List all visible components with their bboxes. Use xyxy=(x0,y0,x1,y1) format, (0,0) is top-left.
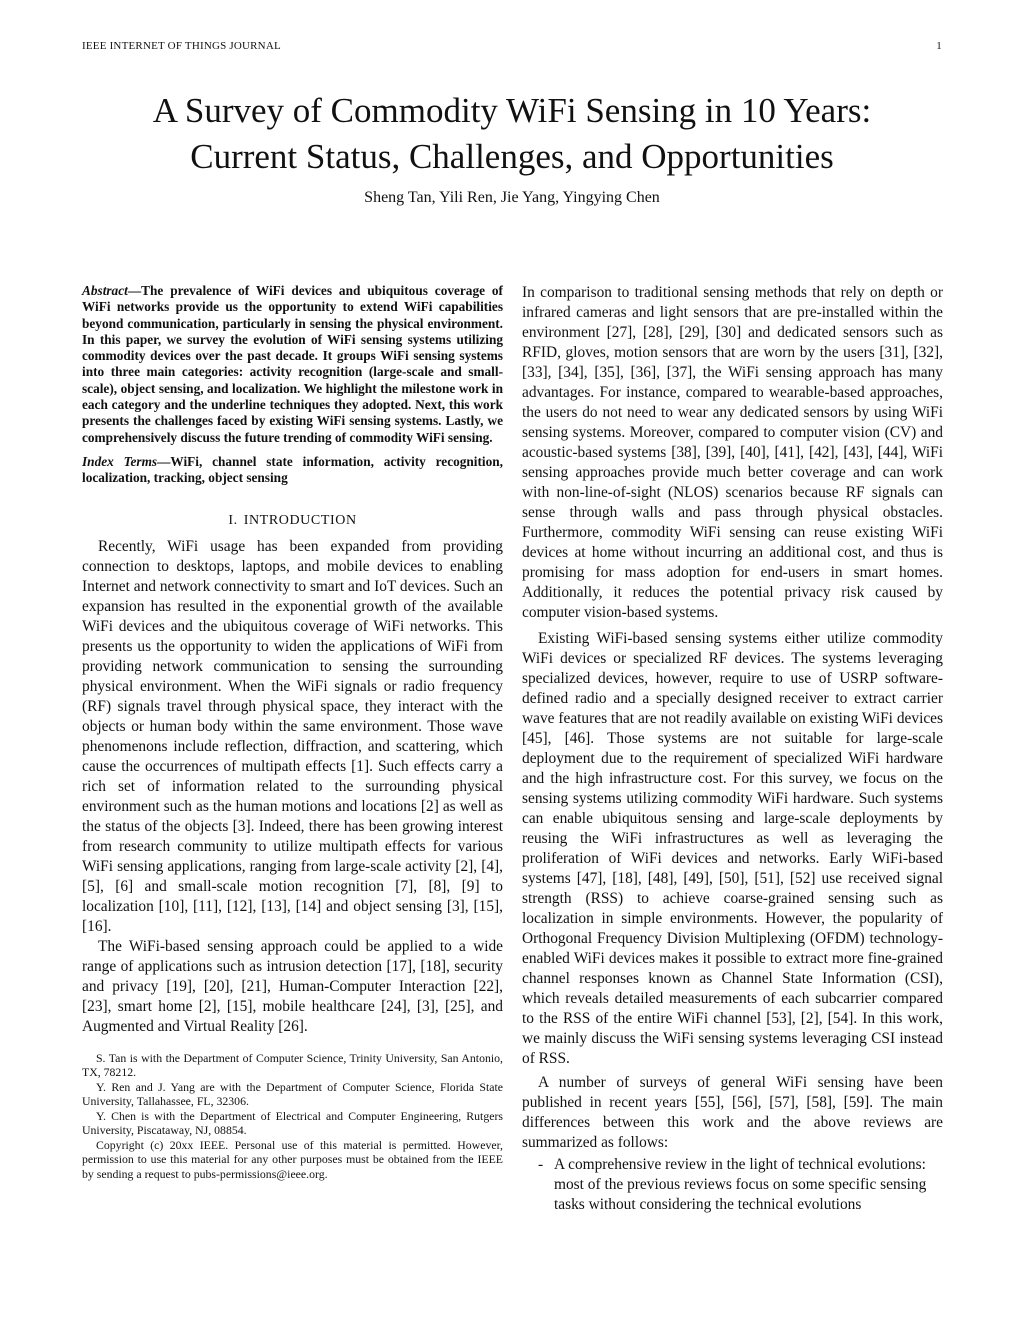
abstract-text: —The prevalence of WiFi devices and ubiquitous coverage of WiFi networks provide us the opportunity to extend WiFi capabilities beyond communication, particularly in sensing the physical environment. In this paper, we survey the evolution of WiFi sensing systems utilizing commodity devices over the past decade. It groups WiFi sensing systems into three main categories: activity recognition (large-scale and small-scale), object sensing, and localization. We highlight the milestone work in each category and the underline techniques they adopted. Next, this work presents the challenges faced by existing WiFi sensing systems. Lastly, we comprehensively discuss the future trending of commodity WiFi sensing. xyxy=(82,283,503,445)
title-line-1: A Survey of Commodity WiFi Sensing in 10 Years: xyxy=(152,91,872,130)
affiliation-footnotes xyxy=(82,1051,503,1182)
abstract xyxy=(82,283,503,446)
intro-paragraph-3: In comparison to traditional sensing methods that rely on depth or infrared cameras and light sensors that are pre-installed within the environment [27], [28], [29], [30] and dedicated sensors such as RFID, gloves, motion sensors that are worn by the users [31], [32], [33], [34], [35], [36], [37], the WiFi sensing approach has many advantages. For instance, compared to wearable-based approaches, the users do not need to wear any dedicated sensors by using WiFi sensing systems. Moreover, compared to computer vision (CV) and acoustic-based systems [38], [39], [40], [41], [42], [43], [44], WiFi sensing approaches provide much better coverage and can work with non-line-of-sight (NLOS) scenarios because RF signals can sense through walls and pass through physical obstacles. Furthermore, commodity WiFi sensing can reuse existing WiFi devices at home without incurring an additional cost, and thus is promising for mass adoption for end-users in smart homes. Additionally, it reduces the potential privacy risk caused by computer vision-based systems. xyxy=(522,284,943,621)
section-heading-introduction xyxy=(82,511,503,531)
contribution-bullet-1 xyxy=(522,1155,943,1215)
abstract-label: Abstract xyxy=(82,283,128,298)
title-line-2: Current Status, Challenges, and Opportunities xyxy=(190,137,834,176)
index-terms-label: Index Terms xyxy=(82,453,158,469)
right-column xyxy=(522,283,943,1215)
bullet-text: A comprehensive review in the light of technical evolutions: most of the previous reviews focus on some specific sensing tasks without considering the technical evolutions xyxy=(554,1156,927,1213)
footnote-3: Y. Chen is with the Department of Electrical and Computer Engineering, Rutgers University, Piscataway, NJ, 08854. xyxy=(82,1108,503,1138)
left-column xyxy=(82,283,503,1181)
paper-title xyxy=(40,88,984,180)
intro-paragraph-1: Recently, WiFi usage has been expanded from providing connection to desktops, laptops, and mobile devices to enabling Internet and network connectivity to smart and IoT devices. Such an expansion has resulted in the exponential growth of the available WiFi devices and the ubiquitous coverage of WiFi networks. This presents us the opportunity to widen the applications of WiFi from providing network communication to sensing the surrounding physical environment. When the WiFi signals or radio frequency (RF) signals travel through physical space, they interact with the objects or human body within the same environment. Those wave phenomenons include reflection, diffraction, and scattering, which cause the occurrences of multipath effects [1]. Such effects carry a rich set of information related to the surrounding physical environment such as the human motions and locations [2] as well as the status of the objects [3]. Indeed, there has been growing interest from research community to utilize multipath effects for various WiFi sensing applications, ranging from large-scale activity [2], [4], [5], [6] and small-scale motion recognition [7], [8], [9] to localization [10], [11], [12], [13], [14] and object sensing [3], [15], [16]. xyxy=(82,537,503,935)
intro-paragraph-2: The WiFi-based sensing approach could be applied to a wide range of applications such as intrusion detection [17], [18], security and privacy [19], [20], [21], Human-Computer Interaction [22], [23], smart home [2], [15], mobile healthcare [24], [3], [25], and Augmented and Virtual Reality [26]. xyxy=(82,937,503,1035)
page-number: 1 xyxy=(936,40,942,52)
index-terms-text: —WiFi, channel state information, activity recognition, localization, tracking, object sensing xyxy=(82,453,503,486)
footnote-1: S. Tan is with the Department of Computer Science, Trinity University, San Antonio, TX, 78212. xyxy=(82,1050,503,1080)
author-list: Sheng Tan, Yili Ren, Jie Yang, Yingying Chen xyxy=(364,189,660,206)
footnote-copyright: Copyright (c) 20xx IEEE. Personal use of this material is permitted. However, permission to use this material for any other purposes must be obtained from the IEEE by sending a request to pubs-permissions@ieee.org. xyxy=(82,1137,503,1181)
section-title: INTRODUCTION xyxy=(243,512,357,528)
section-number: I. xyxy=(228,512,238,528)
bullet-mark: - xyxy=(538,1156,544,1173)
intro-paragraph-4: Existing WiFi-based sensing systems either utilize commodity WiFi devices or specialized RF devices. The systems leveraging specialized devices, however, require to use of USRP software-defined radio and a specially designed receiver to extract carrier wave features that are not readily available on existing WiFi devices [45], [46]. Those systems are not suitable for large-scale deployment due to the requirement of specialized WiFi hardware and the high infrastructure cost. For this survey, we focus on the sensing systems utilizing commodity WiFi hardware. Such systems can enable ubiquitous sensing and large-scale deployments by reusing the WiFi infrastructures as well as leveraging the proliferation of WiFi devices and networks. Early WiFi-based systems [47], [18], [48], [49], [50], [51], [52] use received signal strength (RSS) to achieve coarse-grained sensing such as localization in simple environments. However, the popularity of Orthogonal Frequency Division Multiplexing (OFDM) technology-enabled WiFi devices makes it possible to extract more fine-grained channel responses known as Channel State Information (CSI), which reveals detailed measurements of each subcarrier compared to the RSS of the entire WiFi channel [53], [2], [54]. In this work, we mainly discuss the WiFi sensing systems leveraging CSI instead of RSS. xyxy=(522,630,943,1067)
journal-name: IEEE INTERNET OF THINGS JOURNAL xyxy=(82,40,281,52)
running-header xyxy=(82,40,942,56)
footnote-2: Y. Ren and J. Yang are with the Department of Computer Science, Florida State University, Tallahassee, FL, 32306. xyxy=(82,1079,503,1109)
intro-paragraph-5: A number of surveys of general WiFi sensing have been published in recent years [55], [56], [57], [58], [59]. The main differences between this work and the above reviews are summarized as follows: xyxy=(522,1074,943,1151)
index-terms xyxy=(82,454,503,487)
